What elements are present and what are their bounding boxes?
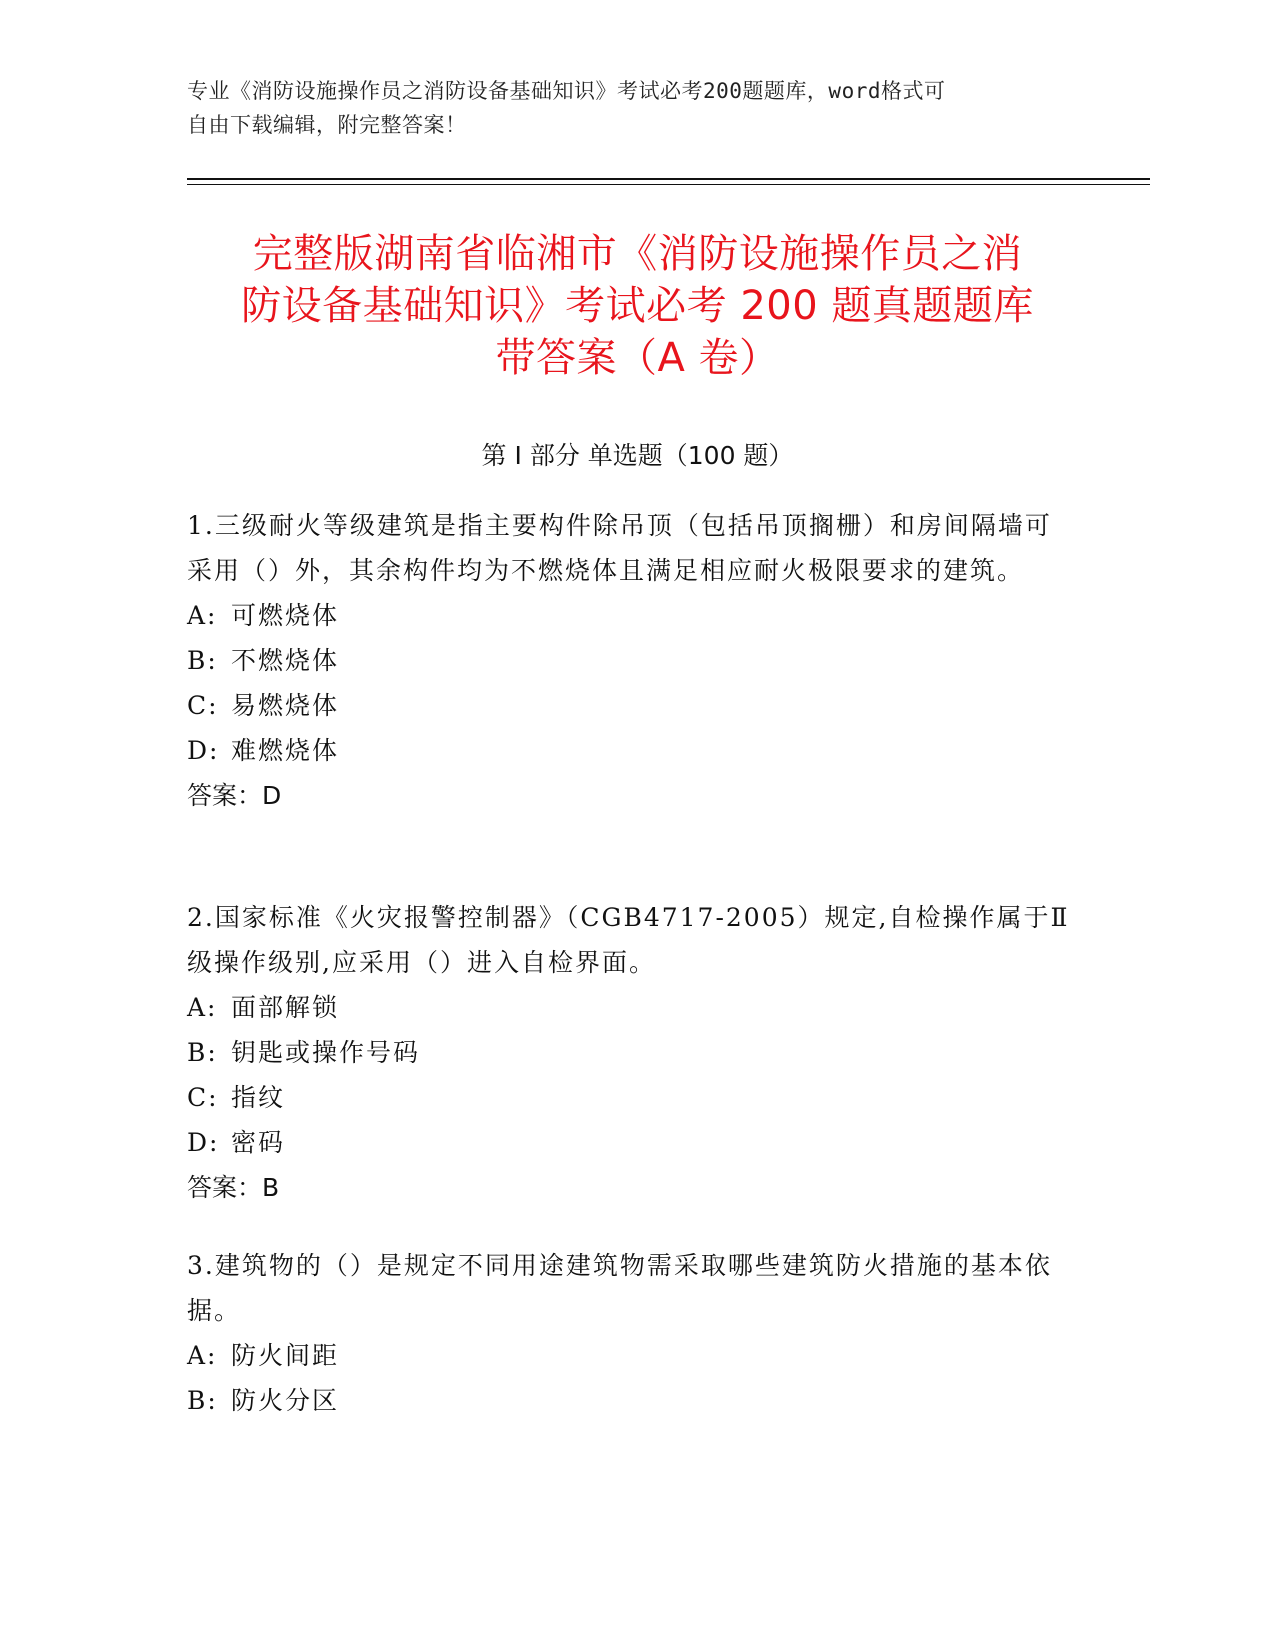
option-text: 面部解锁 bbox=[231, 993, 340, 1022]
header-divider-thick bbox=[187, 178, 1150, 180]
header-note bbox=[187, 74, 1077, 142]
option-letter: D: bbox=[187, 736, 220, 765]
question-option bbox=[187, 1030, 1077, 1075]
question-2 bbox=[187, 895, 1077, 1210]
option-text: 防火间距 bbox=[231, 1341, 340, 1370]
question-option bbox=[187, 1075, 1077, 1120]
question-answer: 答案：D bbox=[187, 781, 282, 810]
option-text: 防火分区 bbox=[231, 1386, 340, 1415]
option-letter: B: bbox=[187, 646, 218, 675]
option-text: 不燃烧体 bbox=[231, 646, 340, 675]
question-option bbox=[187, 1378, 1077, 1423]
question-option bbox=[187, 593, 1077, 638]
question-3 bbox=[187, 1243, 1077, 1423]
option-letter: D: bbox=[187, 1128, 220, 1157]
option-text: 密码 bbox=[231, 1128, 286, 1157]
header-note-line-2: 自由下载编辑，附完整答案！ bbox=[187, 113, 467, 137]
question-option bbox=[187, 638, 1077, 683]
document-title-line-3: 带答案（A 卷） bbox=[495, 335, 780, 381]
question-option bbox=[187, 985, 1077, 1030]
document-title-line-1: 完整版湖南省临湘市《消防设施操作员之消 bbox=[252, 231, 1023, 277]
option-letter: A: bbox=[187, 993, 218, 1022]
document-title bbox=[150, 228, 1125, 384]
question-option bbox=[187, 683, 1077, 728]
option-letter: B: bbox=[187, 1386, 218, 1415]
question-option bbox=[187, 1333, 1077, 1378]
option-text: 钥匙或操作号码 bbox=[231, 1038, 421, 1067]
option-text: 可燃烧体 bbox=[231, 601, 340, 630]
option-letter: A: bbox=[187, 601, 218, 630]
header-note-line-1: 专业《消防设施操作员之消防设备基础知识》考试必考200题题库，word格式可 bbox=[187, 79, 946, 103]
question-1 bbox=[187, 503, 1077, 818]
question-option bbox=[187, 1120, 1077, 1165]
option-letter: B: bbox=[187, 1038, 218, 1067]
option-text: 难燃烧体 bbox=[231, 736, 340, 765]
option-letter: A: bbox=[187, 1341, 218, 1370]
question-option bbox=[187, 728, 1077, 773]
question-stem: 2.国家标准《火灾报警控制器》（CGB4717-2005）规定,自检操作属于Ⅱ级操作级别,应采用（）进入自检界面。 bbox=[187, 903, 1070, 977]
section-title: 第 I 部分 单选题（100 题） bbox=[481, 441, 794, 470]
question-stem: 3.建筑物的（）是规定不同用途建筑物需采取哪些建筑防火措施的基本依据。 bbox=[187, 1251, 1052, 1325]
option-letter: C: bbox=[187, 691, 219, 720]
option-text: 易燃烧体 bbox=[231, 691, 340, 720]
option-letter: C: bbox=[187, 1083, 219, 1112]
question-answer: 答案：B bbox=[187, 1173, 280, 1202]
header-divider-thin bbox=[187, 184, 1150, 185]
question-stem: 1.三级耐火等级建筑是指主要构件除吊顶（包括吊顶搁栅）和房间隔墙可采用（）外，其余构件均为不燃烧体且满足相应耐火极限要求的建筑。 bbox=[187, 511, 1052, 585]
option-text: 指纹 bbox=[231, 1083, 286, 1112]
document-title-line-2: 防设备基础知识》考试必考 200 题真题题库 bbox=[241, 283, 1034, 329]
